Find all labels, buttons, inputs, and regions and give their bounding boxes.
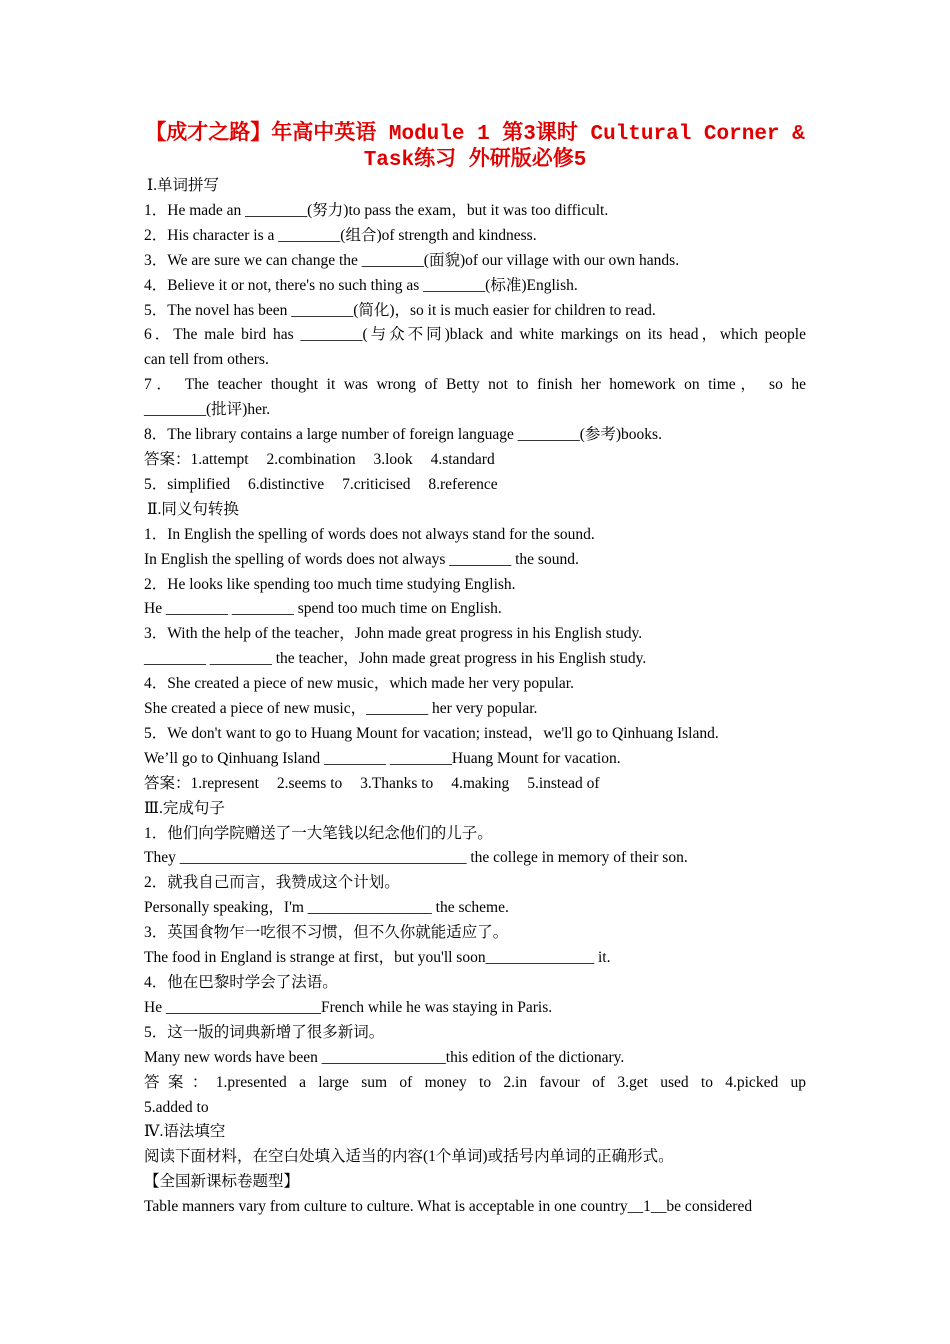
answer-key: 答案：1.presented a large sum of money to 2.in favour of 3.get used to 4.picked up xyxy=(144,1073,806,1091)
answer: 3.Thanks to xyxy=(360,774,434,792)
answer: 8.reference xyxy=(428,475,498,493)
answer: 6.distinctive xyxy=(247,475,325,493)
passage-text: Table manners vary from culture to culture. What is acceptable in one country__1__be considered xyxy=(144,1198,753,1216)
question-item: 7． The teacher thought it was wrong of Betty not to finish her homework on time， so he xyxy=(144,376,806,394)
section-heading: Ⅲ.完成句子 xyxy=(144,799,225,817)
answer: 4.standard xyxy=(430,450,495,468)
answer: 答案：1.represent xyxy=(144,774,259,792)
answer: 5．simplified xyxy=(144,475,231,493)
title-line-2: Task练习 外研版必修5 xyxy=(363,149,587,172)
rewrite-line: He ________ ________ spend too much time on English. xyxy=(144,600,502,618)
question-item: 1．In English the spelling of words does not always stand for the sound. xyxy=(144,525,595,543)
completion-line: The food in England is strange at first，but you'll soon______________ it. xyxy=(144,949,611,967)
question-item: 2．His character is a ________(组合)of strength and kindness. xyxy=(144,226,537,244)
question-item: 4．She created a piece of new music，which made her very popular. xyxy=(144,675,574,693)
completion-line: He ____________________French while he was staying in Paris. xyxy=(144,998,553,1016)
answer: 2.seems to xyxy=(276,774,343,792)
rewrite-line: In English the spelling of words does not always ________ the sound. xyxy=(144,550,579,568)
instruction-text: 阅读下面材料，在空白处填入适当的内容(1个单词)或括号内单词的正确形式。 xyxy=(144,1148,674,1166)
question-item-continued: can tell from others. xyxy=(144,351,269,369)
title-line-1: 【成才之路】年高中英语 Module 1 第3课时 Cultural Corner & xyxy=(145,123,805,146)
document-title xyxy=(144,122,806,174)
answer-key xyxy=(144,473,806,498)
question-item: 3．We are sure we can change the ________(面貌)of our village with our own hands. xyxy=(144,251,680,269)
answer: 2.combination xyxy=(266,450,356,468)
question-item: 5．这一版的词典新增了很多新词。 xyxy=(144,1023,385,1041)
question-item: 4．他在巴黎时学会了法语。 xyxy=(144,974,338,991)
answer-key xyxy=(144,772,806,797)
answer: 3.look xyxy=(373,450,413,468)
question-item: 1．他们向学院赠送了一大笔钱以纪念他们的儿子。 xyxy=(144,824,493,842)
question-item: 4．Believe it or not, there's no such thing as ________(标准)English. xyxy=(144,276,578,294)
question-item: 2．He looks like spending too much time studying English. xyxy=(144,575,516,593)
question-item: 3．With the help of the teacher，John made great progress in his English study. xyxy=(144,625,643,643)
answer: 5.instead of xyxy=(527,774,600,792)
question-item: 2．就我自己而言，我赞成这个计划。 xyxy=(144,874,400,892)
question-type-tag: 【全国新课标卷题型】 xyxy=(144,1173,300,1191)
question-item: 6．The male bird has ________(与众不同)black and white markings on its head，which people xyxy=(144,326,806,344)
question-item: 8．The library contains a large number of foreign language ________(参考)books. xyxy=(144,426,662,444)
section-heading: Ⅱ.同义句转换 xyxy=(147,500,239,518)
completion-line: They _____________________________________ the college in memory of their son. xyxy=(144,849,688,867)
question-item: 1．He made an ________(努力)to pass the exam，but it was too difficult. xyxy=(144,201,609,219)
section-heading: Ⅰ.单词拼写 xyxy=(147,177,219,194)
rewrite-line: She created a piece of new music，________ her very popular. xyxy=(144,700,538,718)
answer: 4.making xyxy=(451,774,510,792)
rewrite-line: We’ll go to Qinhuang Island ________ ________Huang Mount for vacation. xyxy=(144,749,621,767)
answer-key-continued: 5.added to xyxy=(144,1098,209,1116)
question-item: 5．We don't want to go to Huang Mount for vacation; instead，we'll go to Qinhuang Island. xyxy=(144,724,719,742)
question-item: 3．英国食物乍一吃很不习惯，但不久你就能适应了。 xyxy=(144,924,509,942)
document-body xyxy=(144,174,806,1220)
answer-key xyxy=(144,448,806,473)
question-item: 5．The novel has been ________(简化)，so it is much easier for children to read. xyxy=(144,301,656,319)
section-heading: Ⅳ.语法填空 xyxy=(144,1123,226,1141)
answer: 7.criticised xyxy=(342,475,411,493)
rewrite-line: ________ ________ the teacher，John made great progress in his English study. xyxy=(144,650,647,668)
question-item-continued: ________(批评)her. xyxy=(144,401,271,419)
answer: 答案：1.attempt xyxy=(144,450,249,468)
completion-line: Personally speaking，I'm ________________ the scheme. xyxy=(144,899,509,917)
completion-line: Many new words have been ________________this edition of the dictionary. xyxy=(144,1048,625,1066)
